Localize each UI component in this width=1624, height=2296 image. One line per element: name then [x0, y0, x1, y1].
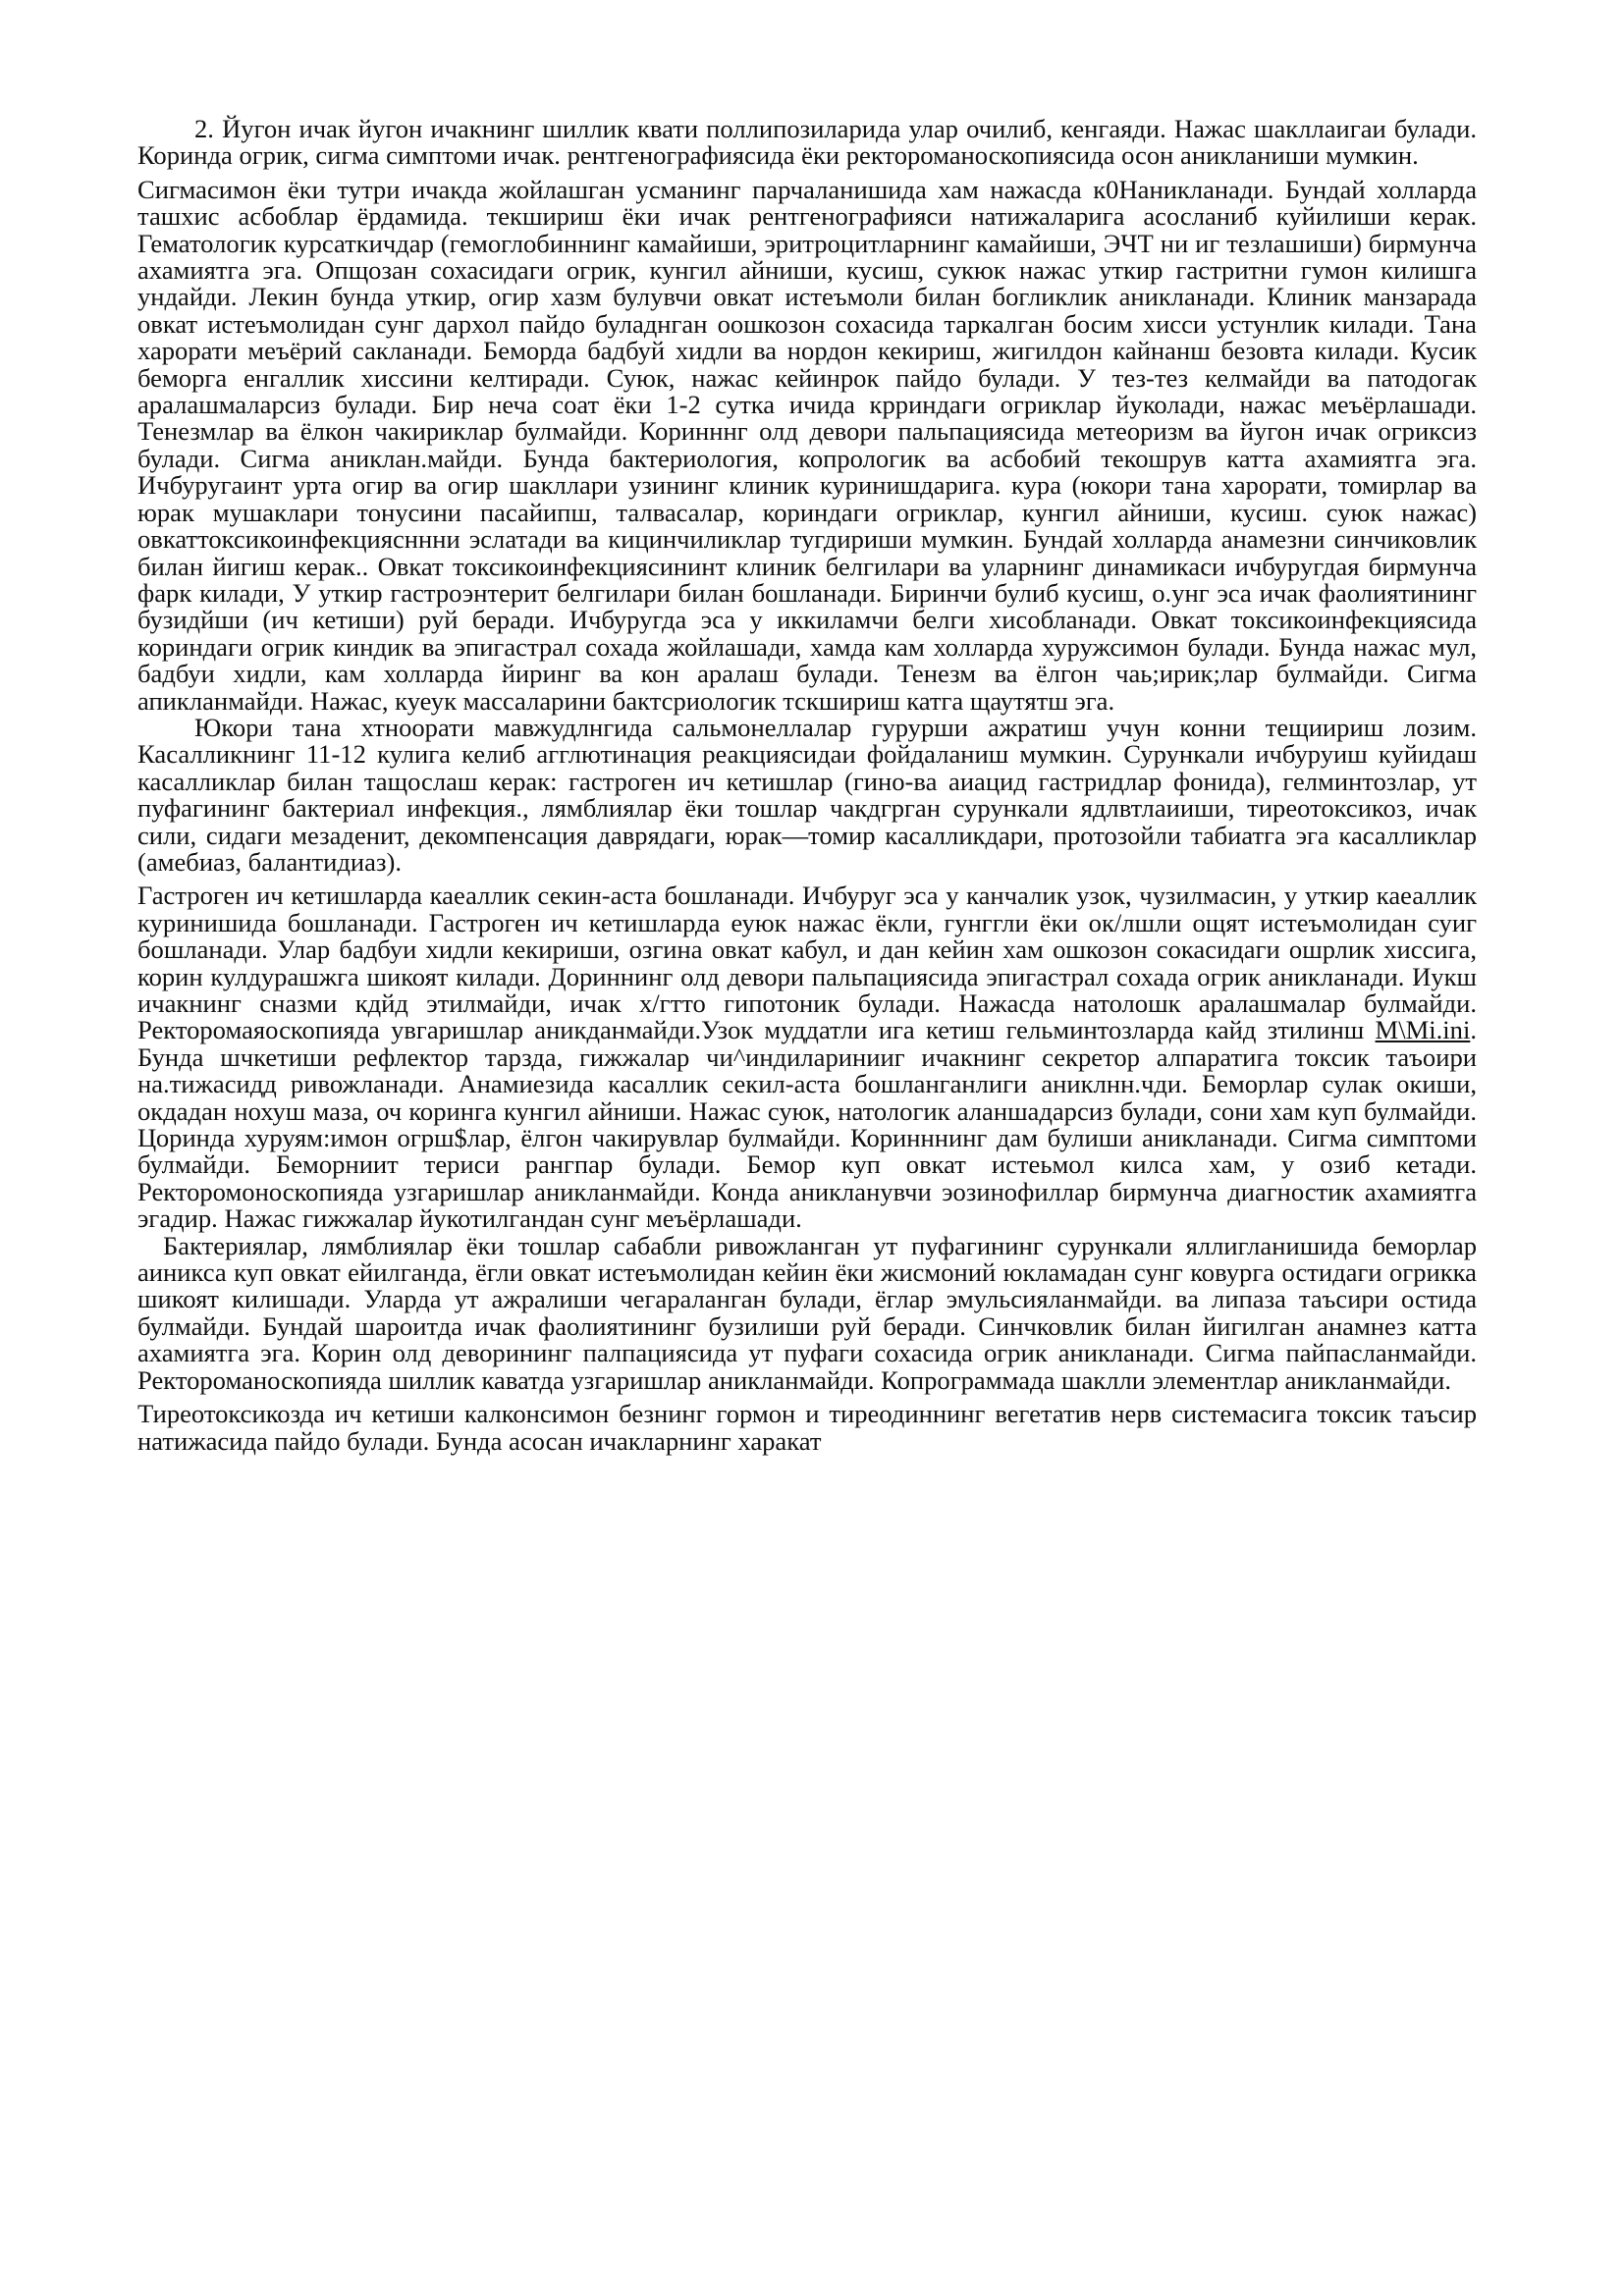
paragraph-5: Бактериялар, лямблиялар ёки тошлар сабабли ривожланган ут пуфагининг сурункали яллигланишида беморлар аиникса куп овкат ейилганда, ёгли овкат истеъмолидан кейин ёки жисмоний юкламадан сунг ковурга остидаги огрикка шикоят килишади. Уларда ут ажралиши чегараланган булади, ёглар эмульсияланмайди. ва липаза таъсири остида булмайди. Бундай шароитда ичак фаолиятининг бузилиши руй беради. Синчковлик билан йигилган анамнез катта ахамиятга эга. Корин олд деворининг палпациясида ут пуфаги сохасида огрик аникланади. Сигма пайпасланмайди. Ректороманоскопияда шиллик каватда узгаришлар аникланмайди. Копрограммада шаклли элементлар аникланмайди.	[137, 1230, 1477, 1395]
paragraph-6: Тиреотоксикозда ич кетиши калконсимон безнинг гормон и тиреодиннинг вегетатив нерв системасига токсик таъсир натижасида пайдо булади. Бунда асосан ичакларнинг харакат	[137, 1399, 1477, 1456]
underlined-reference-link[interactable]: M\Mi.ini	[1375, 1015, 1471, 1045]
paragraph-3: Юкори тана хтноорати мавжудлнгида сальмонеллалар гурурши ажратиш учун конни тещиириш лозим. Касалликнинг 11-12 кулига келиб агглютинация реакциясидаи фойдаланиш мумкин. Сурункали ичбуруиш куйидаш касалликлар билан тащослаш керак: гастроген ич кетишлар (гино-ва аиацид гастридлар фонида), гелминтозлар, ут пуфагининг бактериал инфекция., лямблиялар ёки тошлар чакдгрган сурункали ядлвтлаииши, тиреотоксикоз, ичак сили, сидаги мезаденит, декомпенсация даврядаги, юрак—томир касалликдари, протозойли табиатга эга касалликлар (амебиаз, балантидиаз).	[137, 712, 1477, 877]
paragraph-4-text-after-link: . Бунда шчкетиши рефлектор тарзда, гижжалар чи^индиларинииг ичакнинг секретор алпаратига токсик таъоири на.тижасидд ривожланади. Анамиезида касаллик секил-аста бошланганлиги аниклнн.чди. Беморлар сулак окиши, окдадан нохуш маза, оч коринга кунгил айниши. Нажас суюк, натологик аланшадарсиз булади, сони хам куп булмайди. Цоринда хуруям:имон огрш$лар, ёлгон чакирувлар булмайди. Коринннинг дам булиши аникланади. Сигма симптоми булмайди. Беморниит териси рангпар булади. Бемор куп овкат истеьмол килса хам, у озиб кетади. Ректоромоноскопияда узгаришлар аникланмайди. Конда аникланувчи эозинофиллар бирмунча диагностик ахамиятга эгадир. Нажас гижжалар йукотилгандан сунг меъёрлашади.	[137, 1015, 1477, 1234]
paragraph-1: 2. Йугон ичак йугон ичакнинг шиллик квати поллипозиларида улар очилиб, кенгаяди. Нажас шакллаигаи булади. Коринда огрик, сигма симптоми ичак. рентгенографиясида ёки ректороманоскопиясида осон аникланиши мумкин.	[137, 114, 1477, 171]
paragraph-2: Сигмасимон ёки тутри ичакда жойлашган усманинг парчаланишида хам нажасда к0Наникланади. Бундай холларда ташхис асбоблар ёрдамида. текшириш ёки ичак рентгенографияси натижаларига асосланиб куйилиши керак. Гематологик курсаткичдар (гемоглобиннинг камайиши, эритроцитларнинг камайиши, ЭЧТ ни иг тезлашиши) бирмунча ахамиятга эга. Опщозан сохасидаги огрик, кунгил айниши, кусиш, сукюк нажас уткир гастритни гумон килишга ундайди. Лекин бунда уткир, огир хазм булувчи овкат истеъмоли билан богликлик аникланади. Клиник манзарада овкат истеъмолидан сунг дархол пайдо буладнган оошкозон сохасида таркалган босим хисси устунлик килади. Тана харорати меъёрий сакланади. Беморда бадбуй хидли ва нордон кекириш, жигилдон кайнанш безовта килади. Кусик беморга енгаллик хиссини келтиради. Суюк, нажас кейинрок пайдо булади. У тез-тез келмайди ва патодогак аралашмаларсиз булади. Бир неча соат ёки 1-2 сутка ичида крриндаги огриклар йуколади, нажас меъёрлашади. Тенезмлар ва ёлкон чакириклар булмайди. Коринннг олд девори пальпациясида метеоризм ва йугон ичак огриксиз булади. Сигма аниклан.майди. Бунда бактериология, копрологик ва асбобий текошрув катта ахамиятга эга. Ичбуругаинт урта огир ва огир шакллари узининг клиник куринишдарига. кура (юкори тана харорати, томирлар ва юрак мушаклари тонусини пасайипш, талвасалар, кориндаги огриклар, кунгил айниши, кусиш. суюк нажас) овкаттоксикоинфекциясннни эслатади ва кицинчиликлар тугдириши мумкин. Бундай холларда анамезни синчиковлик билан йигиш керак.. Овкат токсикоинфекциясининт клиник белгилари ва уларнинг динамикаси ичбуругдая бирмунча фарк килади, У уткир гастроэнтерит белгилари билан бошланади. Биринчи булиб кусиш, о.унг эса ичак фаолиятининг бузидйши (ич кетиши) руй беради. Ичбуругда эса у иккиламчи белги хисобланади. Овкат токсикоинфекциясида кориндаги огрик киндик ва эпигастрал сохада жойлашади, хамда кам холларда хуружсимон булади. Бунда нажас мул, бадбуи хидли, кам холларда йиринг ва кон аралаш булади. Тенезм ва ёлгон чаь;ирик;лар булмайди. Сигма апикланмайди. Нажас, куеук массаларини бактсриологик тскшириш катга щаутятш эга.	[137, 174, 1477, 716]
paragraph-4-text-before-link: Гастроген ич кетишларда каеаллик секин-аста бошланади. Ичбуруг эса у канчалик узок, чузилмасин, у уткир каеаллик куринишида бошланади. Гастроген ич кетишларда еуюк нажас ёкли, гунггли ёки ок/лшли ощят истеъмолидан суиг бошланади. Улар бадбуи хидли кекириши, озгина овкат кабул, и дан кейин хам ошкозон сокасидаги ошрлик хиссига, корин кулдурашжга шикоят килади. Дориннинг олд девори пальпациясида эпигастрал сохада огрик аникланади. Иукш ичакнинг сназми кдйд этилмайди, ичак х/гтто гипотоник булади. Нажасда натолошк аралашмалар булмайди. Ректоромаяоскопияда увгаришлар аникданмайди.Узок муддатли ига кетиш гельминтозларда кайд зтилинш	[137, 881, 1477, 1045]
paragraph-4	[137, 882, 1477, 1232]
